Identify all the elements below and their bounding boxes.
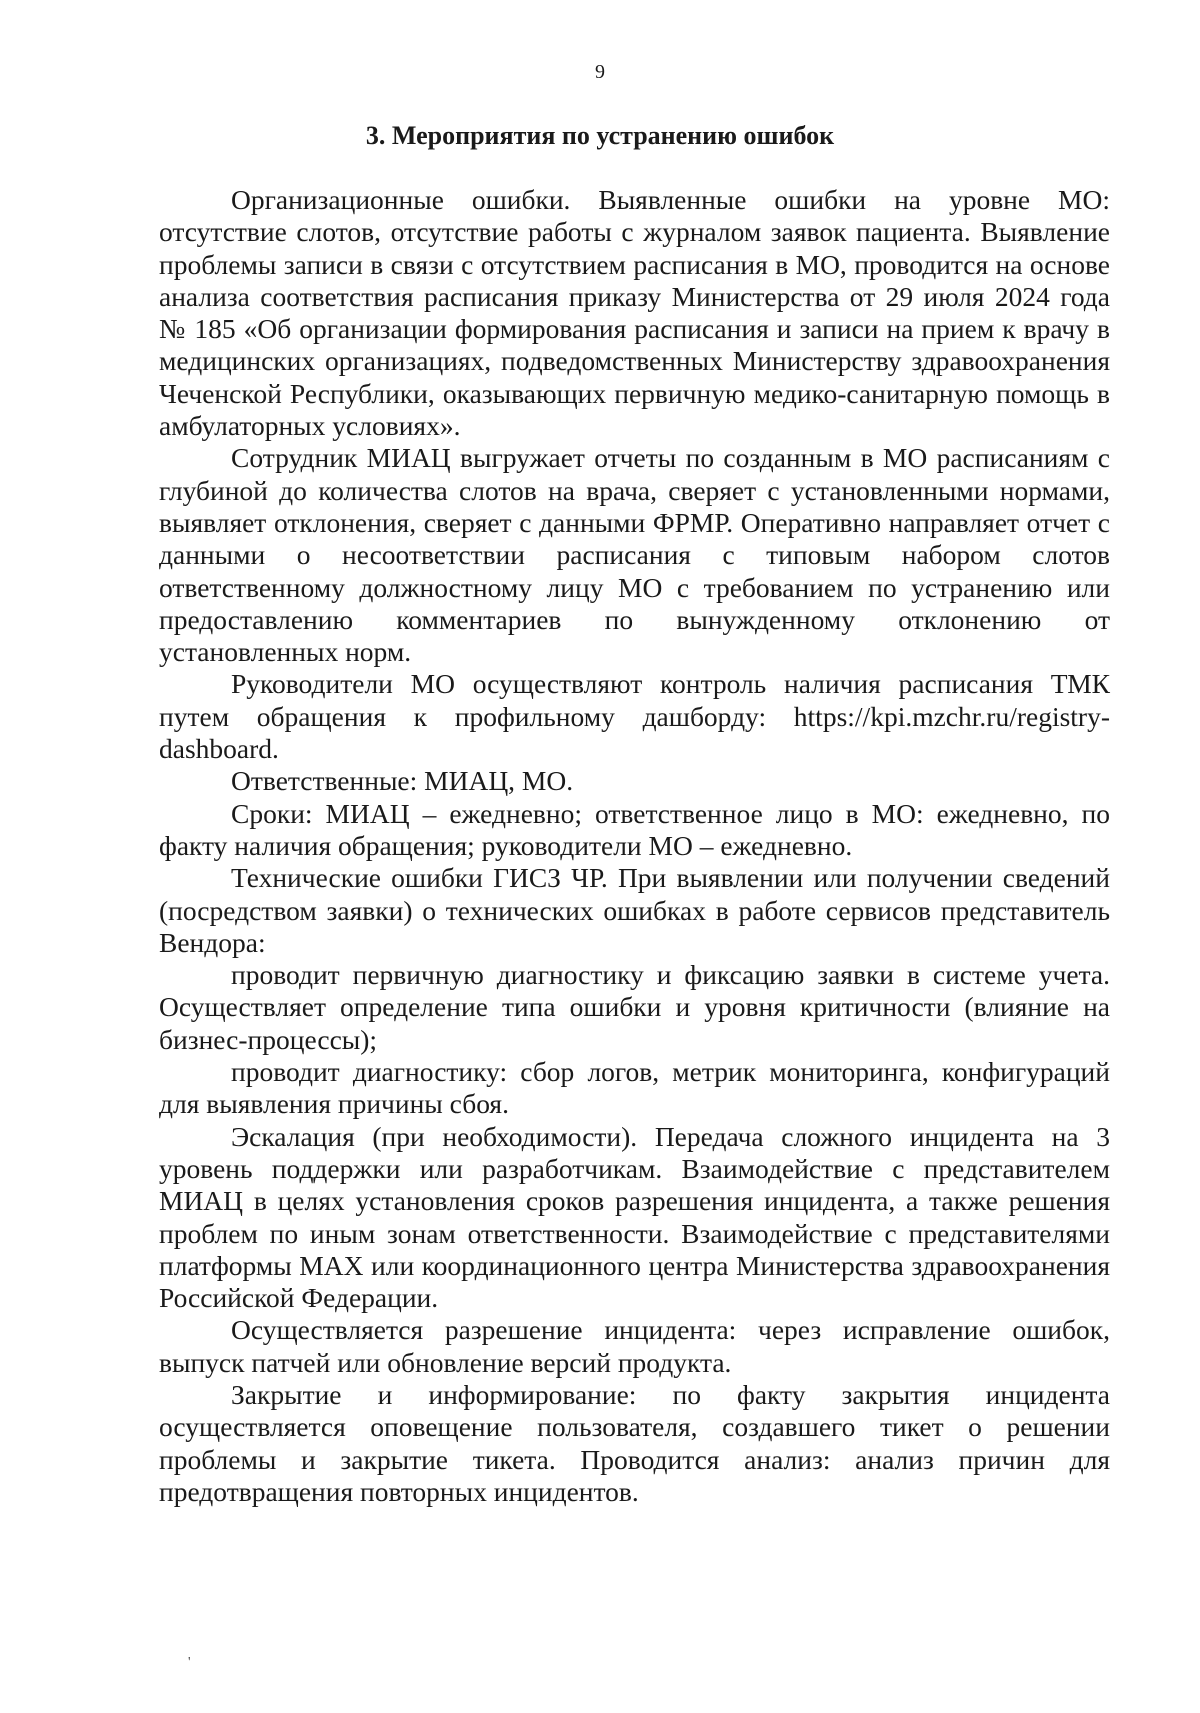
paragraph-closure: Закрытие и информирование: по факту закрытия инцидента осуществляется оповещение пользователя, создавшего тикет о решении проблемы и закрытие тикета. Проводится анализ: анализ причин для предотвращения повторных инцидентов.: [159, 1378, 1110, 1507]
paragraph-organizational-errors: Организационные ошибки. Выявленные ошибки на уровне МО: отсутствие слотов, отсутствие работы с журналом заявок пациента. Выявление проблемы записи в связи с отсутствием расписания в МО, проводится на основе анализа соответствия расписания приказу Министерства от 29 июля 2024 года № 185 «Об организации формирования расписания и записи на прием к врачу в медицинских организациях, подведомственных Министерству здравоохранения Чеченской Республики, оказывающих первичную медико-санитарную помощь в амбулаторных условиях».: [159, 184, 1110, 442]
paragraph-deadlines: Сроки: МИАЦ – ежедневно; ответственное лицо в МО: ежедневно, по факту наличия обращения; руководители МО – ежедневно.: [159, 797, 1110, 861]
paragraph-primary-diagnostics: проводит первичную диагностику и фиксацию заявки в системе учета. Осуществляет определение типа ошибки и уровня критичности (влияние на бизнес-процессы);: [159, 959, 1110, 1055]
paragraph-technical-errors: Технические ошибки ГИСЗ ЧР. При выявлении или получении сведений (посредством заявки) о технических ошибках в работе сервисов представитель Вендора:: [159, 862, 1110, 958]
paragraph-responsible: Ответственные: МИАЦ, МО.: [231, 765, 574, 797]
page-number: 9: [595, 61, 605, 83]
paragraph-resolution: Осуществляется разрешение инцидента: через исправление ошибок, выпуск патчей или обновление версий продукта.: [159, 1314, 1110, 1378]
paragraph-diagnostics: проводит диагностику: сбор логов, метрик мониторинга, конфигураций для выявления причины сбоя.: [159, 1056, 1110, 1120]
paragraph-escalation: Эскалация (при необходимости). Передача сложного инцидента на 3 уровень поддержки или разработчикам. Взаимодействие с представителем МИАЦ в целях установления сроков разрешения инцидента, а также решения проблем по иным зонам ответственности. Взаимодействие с представителями платформы MAX или координационного центра Министерства здравоохранения Российской Федерации.: [159, 1120, 1110, 1314]
document-body: [159, 184, 1110, 1508]
section-title: 3. Мероприятия по устранению ошибок: [365, 121, 835, 150]
paragraph-miac-reports: Сотрудник МИАЦ выгружает отчеты по созданным в МО расписаниям с глубиной до количества слотов на врача, сверяет с установленными нормами, выявляет отклонения, сверяет с данными ФРМР. Оперативно направляет отчет с данными о несоответствии расписания с типовым набором слотов ответственному должностному лицу МО с требованием по устранению или предоставлению комментариев по вынужденному отклонению от установленных норм.: [159, 442, 1110, 668]
stray-mark: ': [188, 1655, 191, 1670]
paragraph-dashboard-control: Руководители МО осуществляют контроль наличия расписания ТМК путем обращения к профильному дашборду: https://kpi.mzchr.ru/registry-dashboard.: [159, 668, 1110, 765]
